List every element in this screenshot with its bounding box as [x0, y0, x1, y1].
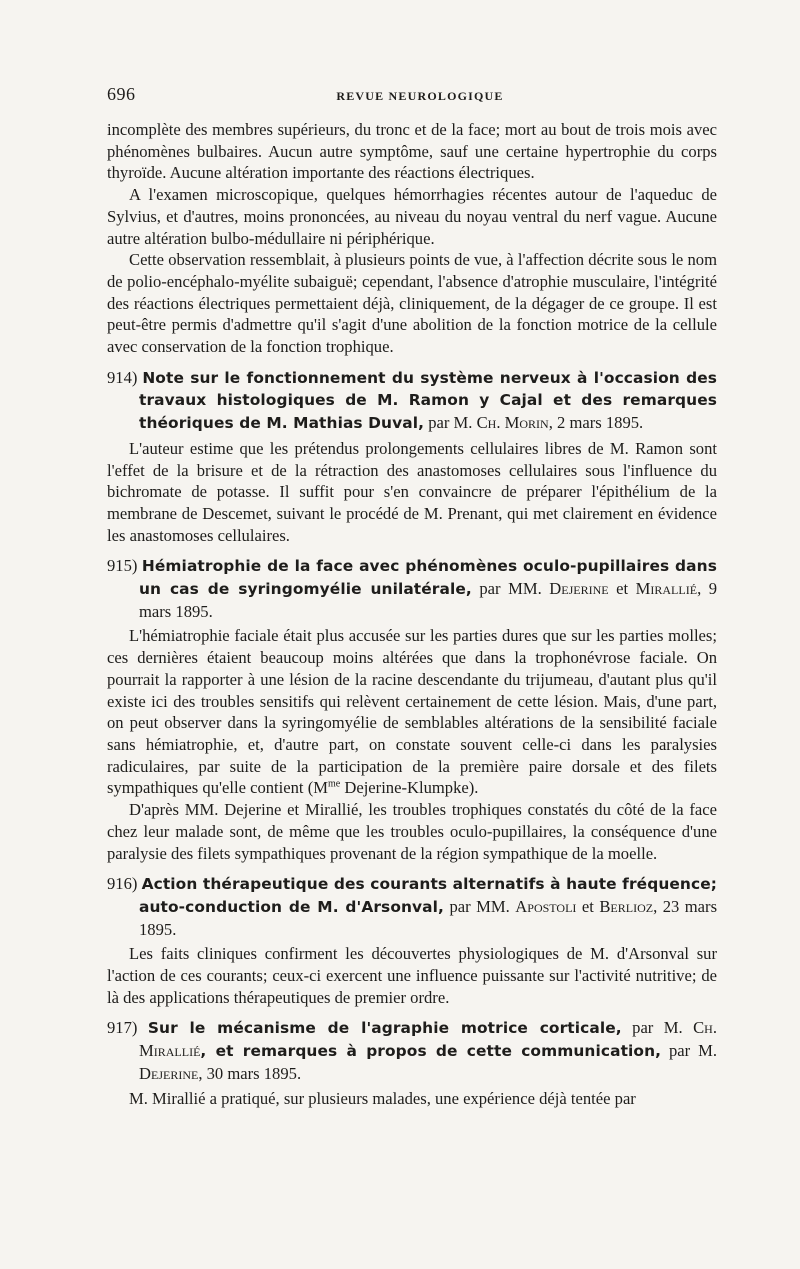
entry-title: Hémiatrophie de la face avec phénomènes oculo-pupillaires dans un cas de syringomyélie unilatérale, — [139, 557, 717, 599]
entry-par: par M. — [632, 1018, 683, 1038]
running-title: REVUE NEUROLOGIQUE — [336, 89, 504, 103]
abstract-entry-914 — [107, 367, 717, 547]
entry-body — [107, 438, 717, 547]
entry-date: , 23 mars 1895. — [139, 896, 718, 939]
superscript: me — [327, 778, 341, 790]
entry-paragraph: L'auteur estime que les prétendus prolongements cellulaires libres de M. Ramon sont l'effet de la brisure et de la rétraction des anastomoses cellulaires sous l'influence du bichromate de potasse. Il suffit pour s'en convaincre de préparer l'épithélium de la membrane de Descemet, suivant le procédé de M. Prenant, qui met clairement en évidence les anastomoses cellulaires. — [107, 438, 717, 545]
page-number: 696 — [107, 84, 136, 104]
abstract-entry-915 — [107, 555, 717, 864]
entry-par: par MM. — [479, 579, 542, 599]
entry-title: Sur le mécanisme de l'agraphie motrice corticale, — [147, 1019, 622, 1038]
intro-paragraph: Cette observation ressemblait, à plusieurs points de vue, à l'affection décrite sous le nom de polio-encéphalo-myélite subaiguë; cependant, l'absence d'atrophie musculaire, l'intégrité des réactions électriques permettaient déjà, cliniquement, de la dégager de ce groupe. Il est peut-être permis d'admettre qu'il s'agit d'une abolition de la fonction motrice de la cellule avec conservation de la fonction trophique. — [107, 250, 717, 357]
entry-date: , 9 mars 1895. — [139, 579, 718, 621]
entry-heading — [107, 555, 717, 622]
entry-paragraph: D'après MM. Dejerine et Mirallié, les troubles trophiques constatés du côté de la face chez leur malade sont, de même que les troubles oculo-pupillaires, la conséquence d'une paralysie des filets sympathiques provenant de la région sympathique de la moelle. — [107, 800, 717, 863]
entry-title: Action thérapeutique des courants alternatifs à haute fréquence; auto-conduction de M. d'Arsonval, — [139, 875, 717, 916]
intro-paragraph: A l'examen microscopique, quelques hémorrhagies récentes autour de l'aqueduc de Sylvius, et d'autres, moins prononcées, au niveau du noyau ventral du nerf vague. Aucune autre altération bulbo-médullaire ni périphérique. — [107, 185, 717, 248]
paragraph-text: L'hémiatrophie faciale était plus accusée sur les parties dures que sur les parties molles; ces dernières étaient beaucoup moins altérées que dans la trophonévrose faciale. On pourrait la rapporter à une lésion de la racine descendante du trijumeau, d'autant plus qu'il existe ici des troubles sensitifs qui relèvent certainement de cette lésion. Mais, d'une part, on peut observer dans la syringomyélie de semblables altérations de la sensibilité faciale sans hémiatrophie, et, d'autre part, on constate souvent celle-ci dans les paralysies radiculaires, par suite de la participation de la première paire dorsale et des filets sympathiques qu'elle contient (M — [107, 626, 717, 798]
intro-paragraph: incomplète des membres supérieurs, du tronc et de la face; mort au bout de trois mois avec phénomènes bulbaires. Aucun autre symptôme, sauf une certaine hypertrophie du corps thyroïde. Aucune altération importante des réactions électriques. — [107, 120, 717, 183]
entry-heading — [107, 367, 717, 435]
paragraph-text: Dejerine-Klumpke). — [340, 778, 479, 798]
entry-title: Note sur le fonctionnement du système nerveux à l'occasion des travaux histologiques de M. Ramon y Cajal et des remarques théoriques de M. Mathias Duval, — [139, 368, 717, 433]
entry-title-continued: , et remarques à propos de cette communication, — [200, 1042, 662, 1061]
entry-paragraph: Les faits cliniques confirment les découvertes physiologiques de M. d'Arsonval sur l'action de ces courants; ceux-ci exercent une influence puissante sur l'activité nutritive; de là des applications thérapeutiques de premier ordre. — [107, 944, 717, 1007]
abstract-entry-917 — [107, 1017, 717, 1109]
entry-author: Dejerine — [549, 579, 609, 599]
entry-par: par M. — [669, 1041, 717, 1061]
entry-author: Ch. Morin — [476, 413, 549, 433]
entry-author: Apostoli — [515, 896, 577, 916]
entry-body — [107, 1088, 717, 1110]
entry-number: 915) — [107, 556, 138, 576]
entry-paragraph — [107, 625, 717, 799]
article-content — [107, 119, 717, 1109]
entry-paragraph: M. Mirallié a pratiqué, sur plusieurs malades, une expérience déjà tentée par — [129, 1088, 636, 1108]
entry-number: 917) — [107, 1018, 138, 1038]
entry-number: 914) — [107, 367, 138, 387]
entry-author: Mirallié — [635, 579, 698, 599]
entry-number: 916) — [107, 874, 138, 894]
entry-author: Ch. Mirallié — [139, 1018, 717, 1061]
entry-par: par MM. — [449, 896, 510, 916]
entry-body — [107, 625, 717, 864]
abstract-entry-916 — [107, 873, 717, 1008]
entry-date: , 2 mars 1895. — [548, 413, 644, 433]
entry-heading — [107, 1017, 717, 1084]
entry-author: Berlioz — [599, 896, 654, 916]
page-header — [107, 84, 717, 108]
entry-par: par M. — [428, 413, 473, 433]
entry-author: Dejerine — [139, 1063, 199, 1083]
entry-heading — [107, 873, 717, 940]
entry-date: , 30 mars 1895. — [198, 1063, 302, 1083]
entry-conjunction: et — [581, 896, 594, 916]
entry-conjunction: et — [616, 579, 629, 599]
entry-body — [107, 943, 717, 1008]
